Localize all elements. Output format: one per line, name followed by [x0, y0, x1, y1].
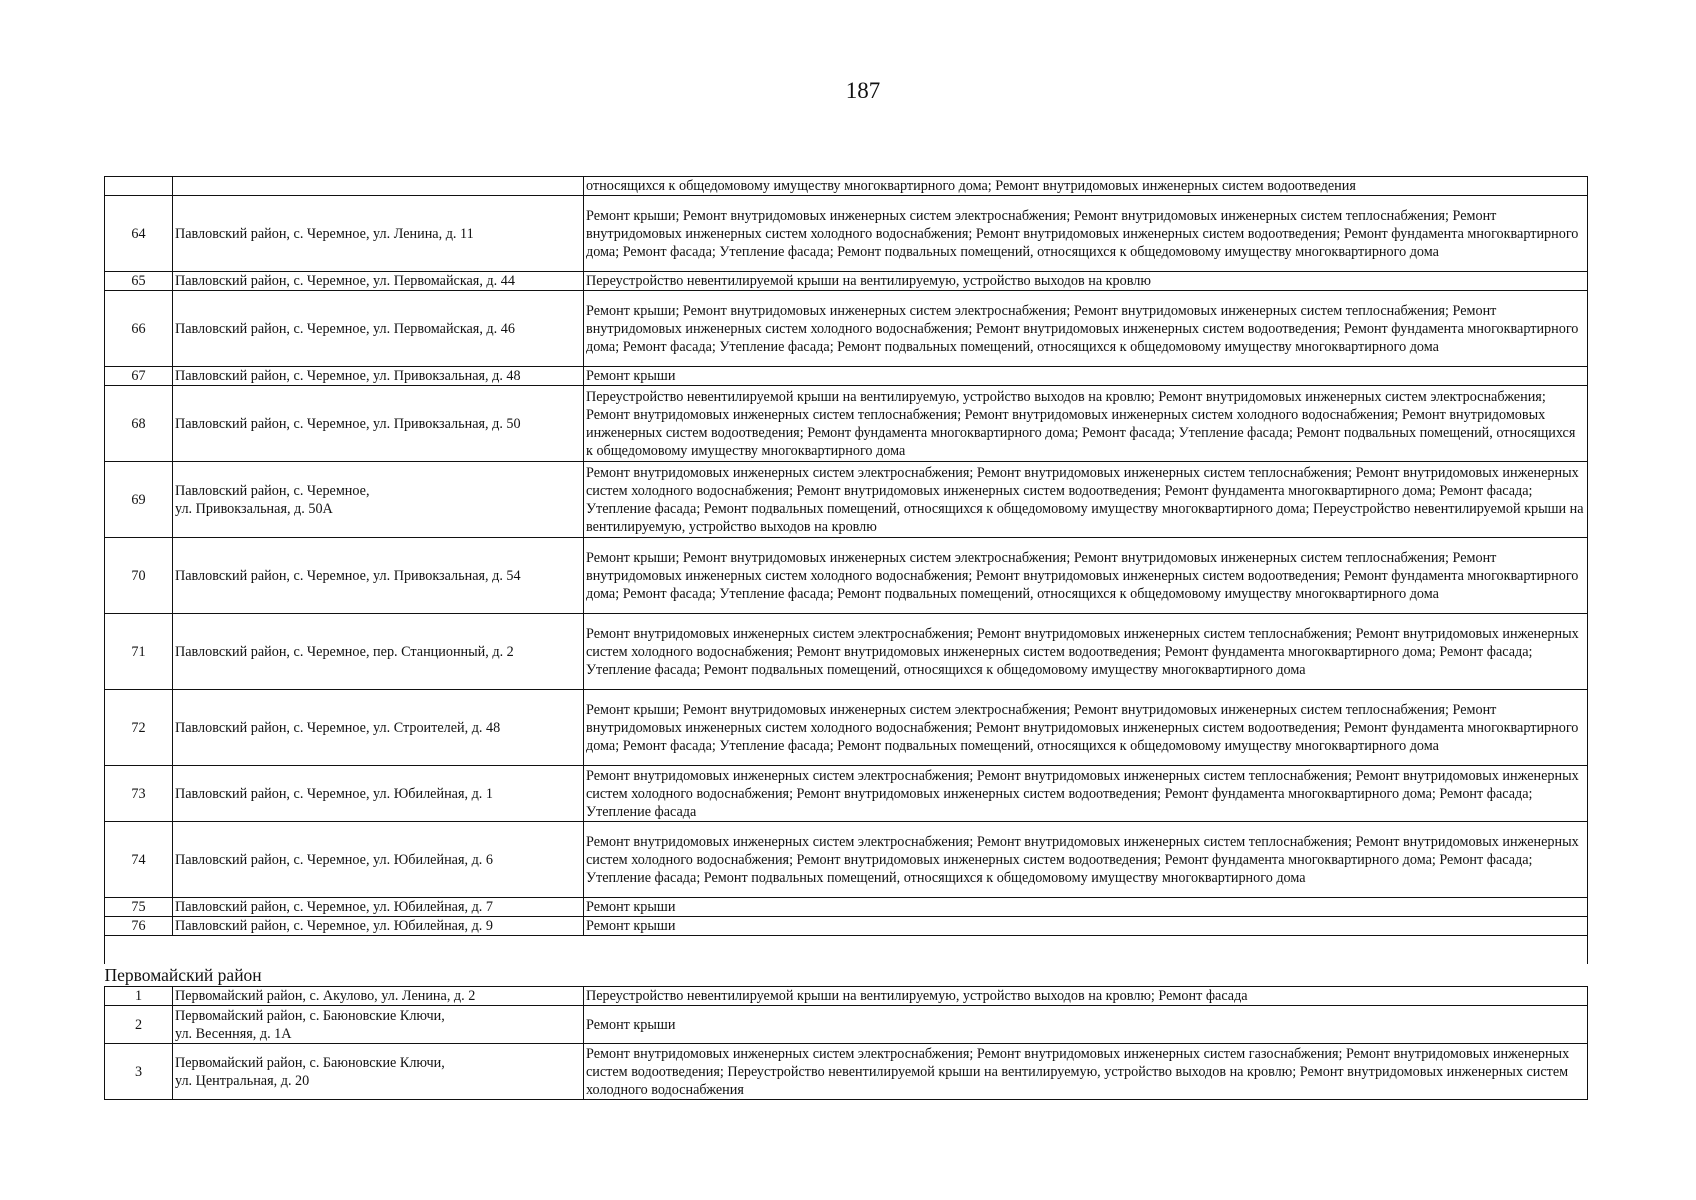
- row-address: [173, 177, 584, 196]
- row-address: Павловский район, с. Черемное, ул. Привокзальная, д. 50: [173, 386, 584, 462]
- table-row: [105, 766, 1588, 822]
- row-address: Павловский район, с. Черемное, ул. Юбилейная, д. 7: [173, 898, 584, 917]
- spacer-row: [105, 936, 1588, 965]
- row-number: 72: [105, 690, 173, 766]
- row-number: 64: [105, 196, 173, 272]
- row-number: 65: [105, 272, 173, 291]
- row-address: Павловский район, с. Черемное, ул. Первомайская, д. 46: [173, 291, 584, 367]
- row-works: Ремонт внутридомовых инженерных систем электроснабжения; Ремонт внутридомовых инженерных систем теплоснабжения; Ремонт внутридомовых инженерных систем холодного водоснабжения; Ремонт внутридомовых инженерных систем водоотведения; Ремонт фундамента многоквартирного дома; Ремонт фасада; Утепление фасада; Ремонт подвальных помещений, относящихся к общедомовому имуществу многоквартирного дома: [584, 614, 1588, 690]
- row-address: Первомайский район, с. Баюновские Ключи, ул. Центральная, д. 20: [173, 1044, 584, 1100]
- row-number: 75: [105, 898, 173, 917]
- row-number: 71: [105, 614, 173, 690]
- row-works: Переустройство невентилируемой крыши на вентилируемую, устройство выходов на кровлю; Ремонт фасада: [584, 987, 1588, 1006]
- row-works: Ремонт внутридомовых инженерных систем электроснабжения; Ремонт внутридомовых инженерных систем теплоснабжения; Ремонт внутридомовых инженерных систем холодного водоснабжения; Ремонт внутридомовых инженерных систем водоотведения; Ремонт фундамента многоквартирного дома; Ремонт фасада; Утепление фасада: [584, 766, 1588, 822]
- row-address: Павловский район, с. Черемное, ул. Первомайская, д. 44: [173, 272, 584, 291]
- row-works: Ремонт внутридомовых инженерных систем электроснабжения; Ремонт внутридомовых инженерных систем теплоснабжения; Ремонт внутридомовых инженерных систем холодного водоснабжения; Ремонт внутридомовых инженерных систем водоотведения; Ремонт фундамента многоквартирного дома; Ремонт фасада; Утепление фасада; Ремонт подвальных помещений, относящихся к общедомовому имуществу многоквартирного дома; Переустройство невентилируемой крыши на вентилируемую, устройство выходов на кровлю: [584, 462, 1588, 538]
- row-works: Ремонт внутридомовых инженерных систем электроснабжения; Ремонт внутридомовых инженерных систем теплоснабжения; Ремонт внутридомовых инженерных систем холодного водоснабжения; Ремонт внутридомовых инженерных систем водоотведения; Ремонт фундамента многоквартирного дома; Ремонт фасада; Утепление фасада; Ремонт подвальных помещений, относящихся к общедомовому имуществу многоквартирного дома: [584, 822, 1588, 898]
- table-row: [105, 690, 1588, 766]
- row-address: Павловский район, с. Черемное, ул. Привокзальная, д. 48: [173, 367, 584, 386]
- table-row: [105, 614, 1588, 690]
- page-number: 187: [845, 78, 881, 103]
- row-address: Павловский район, с. Черемное, ул. Строителей, д. 48: [173, 690, 584, 766]
- row-number: 69: [105, 462, 173, 538]
- table-row: [105, 196, 1588, 272]
- row-number: 1: [105, 987, 173, 1006]
- row-number: 74: [105, 822, 173, 898]
- table-row: [105, 898, 1588, 917]
- row-works: относящихся к общедомовому имуществу многоквартирного дома; Ремонт внутридомовых инженерных систем водоотведения: [584, 177, 1588, 196]
- table-row: [105, 177, 1588, 196]
- row-address: Павловский район, с. Черемное, ул. Привокзальная, д. 54: [173, 538, 584, 614]
- spacer-cell: [105, 936, 1588, 965]
- repair-registry-table: [104, 176, 1588, 1100]
- row-address: Павловский район, с. Черемное, ул. Юбилейная, д. 9: [173, 917, 584, 936]
- row-number: 66: [105, 291, 173, 367]
- row-number: 2: [105, 1006, 173, 1044]
- row-works: Ремонт крыши: [584, 917, 1588, 936]
- row-number: 67: [105, 367, 173, 386]
- row-works: Ремонт крыши; Ремонт внутридомовых инженерных систем электроснабжения; Ремонт внутридомовых инженерных систем теплоснабжения; Ремонт внутридомовых инженерных систем холодного водоснабжения; Ремонт внутридомовых инженерных систем водоотведения; Ремонт фундамента многоквартирного дома; Ремонт фасада; Утепление фасада; Ремонт подвальных помещений, относящихся к общедомовому имуществу многоквартирного дома: [584, 291, 1588, 367]
- row-works: Ремонт крыши; Ремонт внутридомовых инженерных систем электроснабжения; Ремонт внутридомовых инженерных систем теплоснабжения; Ремонт внутридомовых инженерных систем холодного водоснабжения; Ремонт внутридомовых инженерных систем водоотведения; Ремонт фундамента многоквартирного дома; Ремонт фасада; Утепление фасада; Ремонт подвальных помещений, относящихся к общедомовому имуществу многоквартирного дома: [584, 196, 1588, 272]
- row-address: Павловский район, с. Черемное, ул. Привокзальная, д. 50А: [173, 462, 584, 538]
- table-row: [105, 462, 1588, 538]
- row-address: Первомайский район, с. Акулово, ул. Ленина, д. 2: [173, 987, 584, 1006]
- district-heading: Первомайский район: [105, 964, 1588, 987]
- row-works: Ремонт внутридомовых инженерных систем электроснабжения; Ремонт внутридомовых инженерных систем газоснабжения; Ремонт внутридомовых инженерных систем водоотведения; Переустройство невентилируемой крыши на вентилируемую, устройство выходов на кровлю; Ремонт внутридомовых инженерных систем холодного водоснабжения: [584, 1044, 1588, 1100]
- row-works: Переустройство невентилируемой крыши на вентилируемую, устройство выходов на кровлю: [584, 272, 1588, 291]
- row-works: Ремонт крыши: [584, 1006, 1588, 1044]
- row-number: [105, 177, 173, 196]
- row-number: 73: [105, 766, 173, 822]
- row-address: Павловский район, с. Черемное, ул. Ленина, д. 11: [173, 196, 584, 272]
- district-heading-row: [105, 964, 1588, 987]
- table-row: [105, 917, 1588, 936]
- row-number: 68: [105, 386, 173, 462]
- row-number: 76: [105, 917, 173, 936]
- row-works: Переустройство невентилируемой крыши на вентилируемую, устройство выходов на кровлю; Ремонт внутридомовых инженерных систем электроснабжения; Ремонт внутридомовых инженерных систем теплоснабжения; Ремонт внутридомовых инженерных систем холодного водоснабжения; Ремонт внутридомовых инженерных систем водоотведения; Ремонт фундамента многоквартирного дома; Ремонт фасада; Утепление фасада; Ремонт подвальных помещений, относящихся к общедомовому имуществу многоквартирного дома: [584, 386, 1588, 462]
- row-works: Ремонт крыши; Ремонт внутридомовых инженерных систем электроснабжения; Ремонт внутридомовых инженерных систем теплоснабжения; Ремонт внутридомовых инженерных систем холодного водоснабжения; Ремонт внутридомовых инженерных систем водоотведения; Ремонт фундамента многоквартирного дома; Ремонт фасада; Утепление фасада; Ремонт подвальных помещений, относящихся к общедомовому имуществу многоквартирного дома: [584, 538, 1588, 614]
- table-row: [105, 1044, 1588, 1100]
- row-address: Павловский район, с. Черемное, ул. Юбилейная, д. 6: [173, 822, 584, 898]
- table-row: [105, 538, 1588, 614]
- table-row: [105, 272, 1588, 291]
- row-works: Ремонт крыши; Ремонт внутридомовых инженерных систем электроснабжения; Ремонт внутридомовых инженерных систем теплоснабжения; Ремонт внутридомовых инженерных систем холодного водоснабжения; Ремонт внутридомовых инженерных систем водоотведения; Ремонт фундамента многоквартирного дома; Ремонт фасада; Утепление фасада; Ремонт подвальных помещений, относящихся к общедомовому имуществу многоквартирного дома: [584, 690, 1588, 766]
- table-row: [105, 291, 1588, 367]
- row-address: Первомайский район, с. Баюновские Ключи, ул. Весенняя, д. 1А: [173, 1006, 584, 1044]
- row-number: 70: [105, 538, 173, 614]
- table-row: [105, 1006, 1588, 1044]
- table-row: [105, 822, 1588, 898]
- table-row: [105, 367, 1588, 386]
- table-row: [105, 987, 1588, 1006]
- table-row: [105, 386, 1588, 462]
- row-works: Ремонт крыши: [584, 367, 1588, 386]
- registry-body: [105, 177, 1588, 1100]
- row-works: Ремонт крыши: [584, 898, 1588, 917]
- row-number: 3: [105, 1044, 173, 1100]
- row-address: Павловский район, с. Черемное, ул. Юбилейная, д. 1: [173, 766, 584, 822]
- row-address: Павловский район, с. Черемное, пер. Станционный, д. 2: [173, 614, 584, 690]
